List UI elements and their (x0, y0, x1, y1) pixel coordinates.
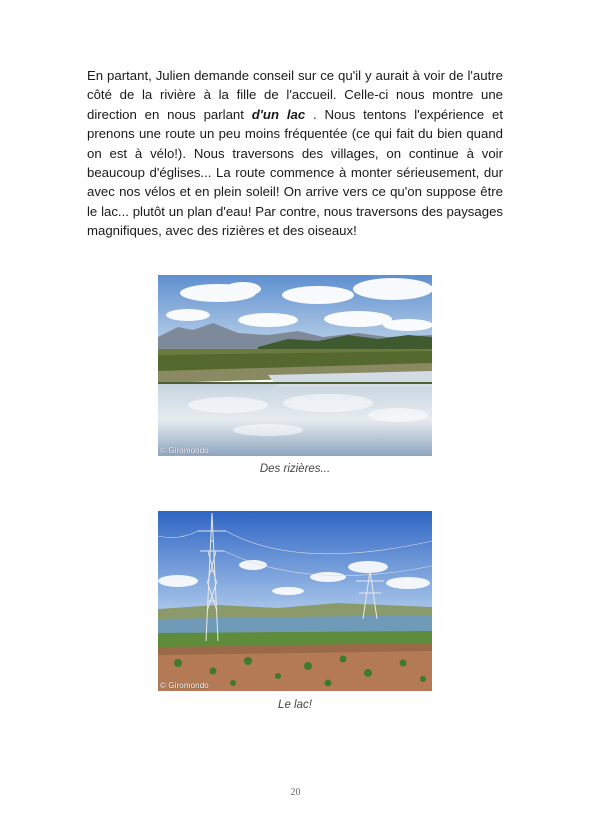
paragraph-emphasis: d'un lac (251, 106, 306, 122)
photo-watermark: © Giromondo (160, 681, 209, 690)
rice-paddies-photo (158, 275, 432, 456)
photo-watermark: © Giromondo (160, 446, 209, 455)
lake-image (158, 511, 432, 691)
paragraph-text-after: . Nous tentons l'expérience et prenons une route un peu moins fréquentée (ce qui fait du bien quand on est à vélo!). Nous traversons des villages, on continue à voir beaucoup d'églises... La route commence à monter sérieusement, dur avec nos vélos et en plein soleil! On arrive vers ce qu'on suppose être le lac... plutôt un plan d'eau! Par contre, nous traversons des paysages magnifiques, avec des rizières et des oiseaux! (87, 106, 503, 239)
rice-paddies-image (158, 275, 432, 456)
figure-caption: Des rizières... (259, 463, 331, 475)
body-paragraph (87, 66, 503, 241)
paragraph-text-before: En partant, Julien demande conseil sur ce qu'il y aurait à voir de l'autre côté de la rivière à la fille de l'accueil. Celle-ci nous montre une direction en nous parlant (87, 68, 503, 122)
page-number: 20 (290, 787, 301, 798)
lake-photo (158, 511, 432, 691)
figure-caption: Le lac! (278, 699, 312, 711)
